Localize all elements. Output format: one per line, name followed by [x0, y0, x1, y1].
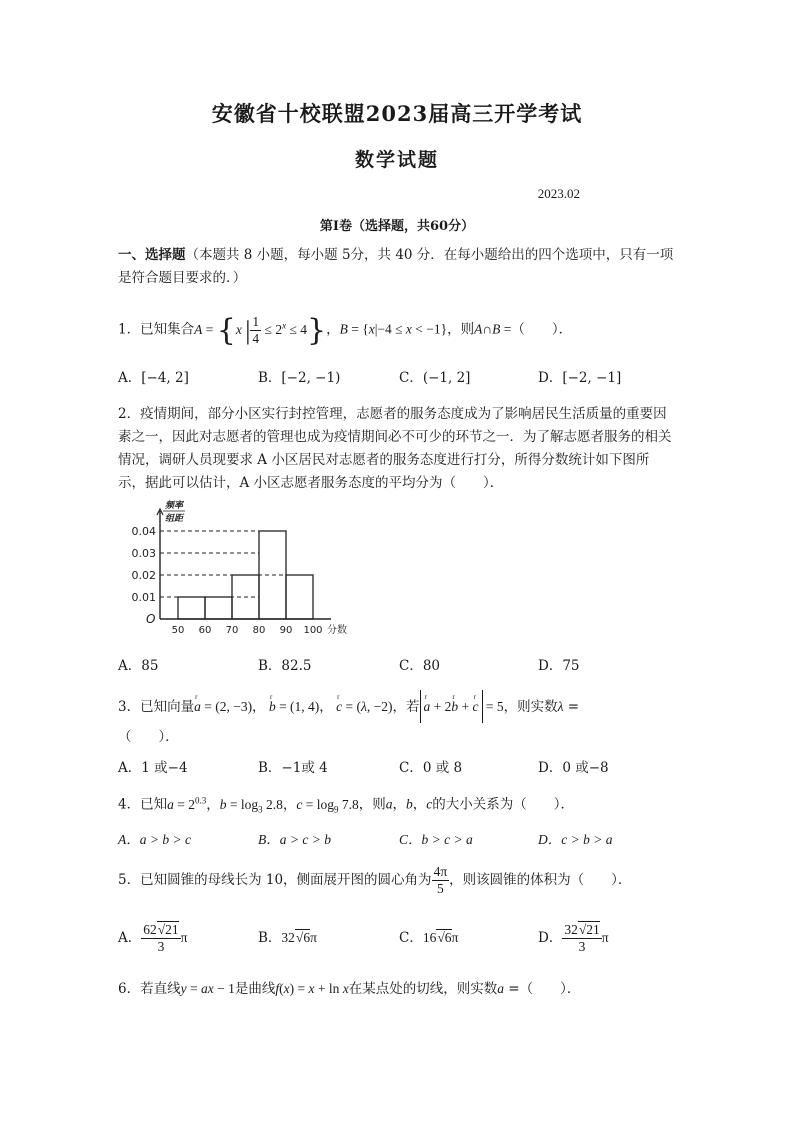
question-6: 6．若直线y = ax − 1是曲线f(x) = x + ln x在某点处的切线，则实数a =（ ）．	[118, 981, 581, 997]
q3-prefix: 3．已知向量	[118, 699, 195, 715]
q4-prefix: 4．已知	[118, 796, 168, 813]
histogram-bar	[205, 597, 232, 619]
q6-mid: 是曲线	[234, 981, 276, 997]
q3-condition: r a + 2r b + r c = 5	[420, 699, 504, 714]
q2-option-b[interactable]: B．82.5	[258, 658, 312, 674]
y-axis-label-bottom: 组距	[164, 514, 184, 524]
q3-option-d[interactable]: D．0 或−8	[538, 760, 609, 776]
q5-option-c[interactable]: C．16√6π	[399, 930, 459, 946]
exam-title: 安徽省十校联盟2023届高三开学考试	[211, 101, 583, 126]
q4-option-d[interactable]: D．c > b > a	[538, 832, 613, 847]
q3-option-c[interactable]: C．0 或 8	[399, 760, 463, 776]
q3-end: （ ）．	[118, 729, 179, 745]
histogram-bar	[178, 597, 205, 619]
q1-set-a: A = {x | $\frac{1}{4}$ ≤ $2^x \le 4$}	[194, 312, 327, 348]
q1-option-b[interactable]: B．[−2, −1)	[258, 370, 341, 386]
x-tick-label: 60	[198, 625, 212, 636]
q4-option-a[interactable]: A．a > b > c	[118, 832, 191, 847]
q6-curve: f(x) = x + ln x	[275, 981, 349, 996]
q2-option-c[interactable]: C．80	[399, 658, 441, 674]
q6-a: a	[497, 981, 504, 996]
q6-end: （ ）．	[519, 981, 581, 997]
q6-suffix: 在某点处的切线，则实数	[348, 981, 498, 997]
histogram-bar	[286, 575, 313, 619]
x-tick-label: 80	[252, 625, 266, 636]
exam-date: 2023.02	[537, 186, 580, 201]
q3-lambda: λ	[557, 699, 564, 714]
question-4: 4．已知$a = 2^{0.3}$，$b = \log_3 2.8$，$c = \log_9 7.8$，则a，b，c的大小关系为（ ）．	[118, 795, 574, 815]
q1-prefix: 1．已知集合	[118, 321, 195, 338]
question-5	[118, 860, 676, 900]
q4-definitions: $a = 2^{0.3}$，$b = \log_3 2.8$，$c = \log_9 7.8$	[167, 795, 359, 815]
y-tick-label: 0.04	[131, 525, 156, 538]
x-tick-label: 50	[171, 625, 185, 636]
question-3: 3．已知向量r a = (2, −3)， r b = (1, 4)， r c = (λ, −2)，若r a + 2r b + r c = 5，则实数λ = （ ）．	[118, 690, 676, 752]
y-tick-label: 0.01	[131, 591, 156, 604]
q2-option-a[interactable]: A．85	[118, 658, 159, 674]
x-tick-label: 90	[279, 625, 293, 636]
q4-vars: a	[385, 796, 393, 812]
y-tick-label: 0.02	[131, 569, 156, 582]
q4-option-c[interactable]: C．b > c > a	[399, 832, 473, 847]
q1-end: （ ）．	[511, 321, 573, 338]
q1-set-b: B = {x|−4 ≤ x < −1}	[339, 321, 448, 337]
q3-option-b[interactable]: B．−1或 4	[258, 760, 328, 776]
q3-vectors: r a = (2, −3)， r b = (1, 4)， r c = (λ, −2)	[194, 699, 392, 714]
q4-option-b[interactable]: B．a > c > b	[258, 832, 331, 847]
x-tick-label: 100	[303, 625, 323, 636]
question-1: 1．已知集合A = {x | $\frac{1}{4}$ ≤ $2^x \le 4$}，B = {x|−4 ≤ x < −1}，则A∩B =（ ）．	[118, 312, 573, 348]
q5-suffix: ，则该圆锥的体积为（ ）．	[449, 872, 632, 888]
q4-tail: 的大小关系为（ ）．	[432, 796, 574, 813]
q5-prefix: 5．已知圆锥的母线长为 10，侧面展开图的圆心角为	[118, 872, 432, 888]
q5-angle: $\frac{4\pi}{5}$	[433, 864, 448, 896]
section-instructions	[118, 244, 676, 290]
q1-option-c[interactable]: C．(−1, 2]	[399, 370, 471, 386]
q5-option-a[interactable]: A． $\frac{62√21}{3}$ π	[118, 922, 188, 954]
instructions-text: （本题共 8 小题，每小题 5分，共 40 分．在每小题给出的四个选项中，只有一项是符合题目要求的．）	[118, 247, 674, 286]
q6-line: y = ax − 1	[180, 981, 235, 996]
q6-prefix: 6．若直线	[118, 981, 181, 997]
q5-option-b[interactable]: B．32√6π	[258, 930, 317, 946]
y-axis-label-top: 频率	[164, 501, 184, 511]
q1-option-a[interactable]: A．[−4, 2]	[118, 370, 189, 386]
x-tick-label: 70	[225, 625, 239, 636]
q1-option-d[interactable]: D．[−2, −1]	[538, 370, 622, 386]
exam-subtitle: 数学试题	[354, 149, 439, 171]
origin-label: O	[146, 612, 156, 626]
q4-suffix: ，则	[358, 796, 386, 813]
q5-option-d[interactable]: D． $\frac{32√21}{3}$ π	[538, 922, 609, 954]
y-tick-label: 0.03	[131, 547, 156, 560]
frequency-histogram	[118, 497, 348, 637]
question-2: 2．疫情期间，部分小区实行封控管理，志愿者的服务态度成为了影响居民生活质量的重要因素之一，因此对志愿者的管理也成为疫情期间必不可少的环节之一．为了解志愿者服务的相关情况，调研人员现要求 A 小区居民对志愿者的服务态度进行打分，所得分数统计如下图所示，据此可以估计，A 小区志愿者服务态度的平均分为（ ）．	[118, 406, 672, 491]
q3-option-a[interactable]: A．1 或−4	[118, 760, 188, 776]
section-heading: 一、选择题	[118, 247, 186, 263]
q2-option-d[interactable]: D．75	[538, 658, 580, 674]
q3-suffix: ，则实数	[503, 699, 558, 715]
q3-mid: ，若	[392, 699, 420, 715]
q1-intersection: A∩B =	[474, 321, 512, 337]
q1-suffix: ，则	[447, 321, 475, 338]
section-title: 第Ⅰ卷（选择题，共60分）	[319, 219, 475, 234]
x-axis-label: 分数	[327, 625, 347, 636]
